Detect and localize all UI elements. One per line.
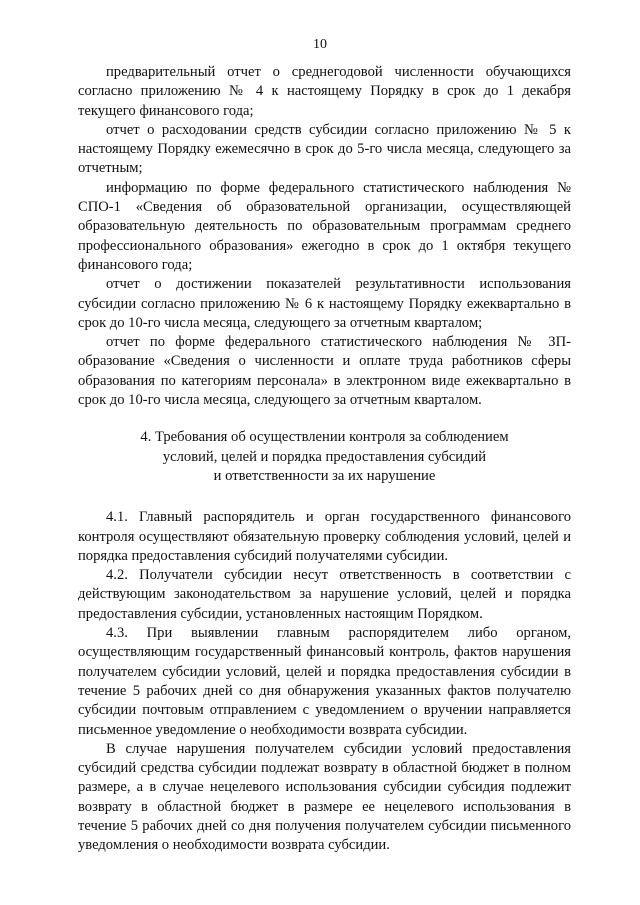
document-body xyxy=(78,63,571,856)
section-heading-line: условий, целей и порядка предоставления субсидий xyxy=(162,448,487,465)
section-heading-line: и ответственности за их нарушение xyxy=(213,467,436,484)
page-number: 10 xyxy=(313,37,327,52)
section-paragraph: В случае нарушения получателем субсидии условий предоставления субсидий средства субсидии подлежат возврату в областной бюджет в полном размере, а в случае нецелевого использования субсидии субсидия подлежит возврату в областной бюджет в размере ее нецелевого использования в течение 5 рабочих дней со дня получения получателем субсидии письменного уведомления о необходимости возврата субсидии. xyxy=(78,740,571,854)
report-item: отчет о достижении показателей результативности использования субсидии согласно приложению № 6 к настоящему Порядку ежеквартально в срок до 10-го числа месяца, следующего за отчетным кварталом; xyxy=(78,276,571,331)
report-item: предварительный отчет о среднегодовой численности обучающихся согласно приложению № 4 к настоящему Порядку в срок до 1 декабря текущего финансового года; xyxy=(78,64,571,119)
section-paragraph: 4.1. Главный распорядитель и орган государственного финансового контроля осуществляют обязательную проверку соблюдения условий, целей и порядка предоставления субсидий получателями субсидии. xyxy=(78,509,571,564)
report-item: информацию по форме федерального статистического наблюдения № СПО-1 «Сведения об образовательной организации, осуществляющей образовательную деятельность по образовательным программам среднего профессионального образования» ежегодно в срок до 1 октября текущего финансового года; xyxy=(78,179,571,273)
section-heading-line: 4. Требования об осуществлении контроля за соблюдением xyxy=(140,429,509,446)
report-item: отчет о расходовании средств субсидии согласно приложению № 5 к настоящему Порядку ежемесячно в срок до 5-го числа месяца, следующего за отчетным; xyxy=(78,121,571,177)
section-paragraph: 4.3. При выявлении главным распорядителем либо органом, осуществляющим государственный финансовый контроль, фактов нарушения получателем субсидии условий, целей и порядка предоставления субсидии в течение 5 рабочих дней со дня обнаружения указанных фактов получателю субсидии почтовым отправлением с уведомлением о вручении направляется письменное уведомление о необходимости возврата субсидии. xyxy=(78,625,571,738)
section-heading xyxy=(78,428,571,486)
report-item: отчет по форме федерального статистического наблюдения № ЗП-образование «Сведения о численности и оплате труда работников сферы образования по категориям персонала» в электронном виде ежеквартально в срок до 10-го числа месяца, следующего за отчетным кварталом. xyxy=(78,334,571,409)
section-paragraph: 4.2. Получатели субсидии несут ответственность в соответствии с действующим законодательством за нарушение условий, целей и порядка предоставления субсидии, установленных настоящим Порядком. xyxy=(78,567,571,622)
